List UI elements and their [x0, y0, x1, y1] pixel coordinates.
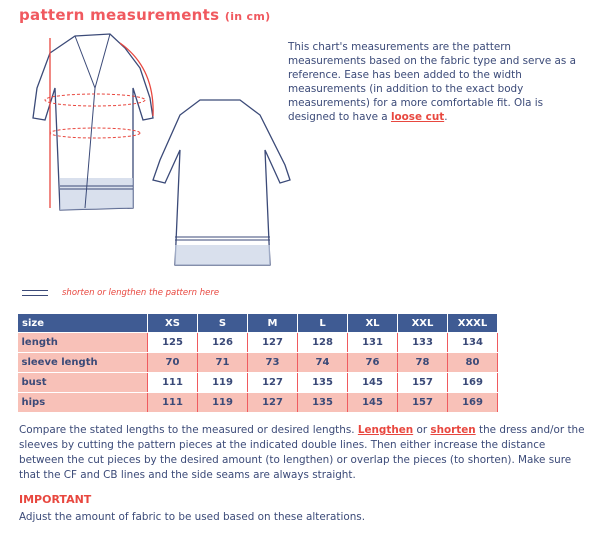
shorten-link[interactable]: shorten — [430, 424, 476, 436]
value-cell: 145 — [348, 393, 398, 413]
value-cell: 134 — [448, 333, 498, 353]
value-cell: 80 — [448, 353, 498, 373]
value-cell: 76 — [348, 353, 398, 373]
value-cell: 73 — [248, 353, 298, 373]
header-cell: XXL — [398, 314, 448, 333]
value-cell: 157 — [398, 393, 448, 413]
header-cell: M — [248, 314, 298, 333]
value-cell: 78 — [398, 353, 448, 373]
value-cell: 119 — [198, 393, 248, 413]
important-heading: IMPORTANT — [19, 493, 92, 506]
value-cell: 131 — [348, 333, 398, 353]
value-cell: 70 — [148, 353, 198, 373]
value-cell: 135 — [298, 393, 348, 413]
legend — [22, 288, 219, 298]
value-cell: 169 — [448, 373, 498, 393]
value-cell: 135 — [298, 373, 348, 393]
value-cell: 169 — [448, 393, 498, 413]
page-title: pattern measurements (in cm) — [19, 6, 271, 24]
header-cell: XS — [148, 314, 198, 333]
row-label: bust — [18, 373, 148, 393]
table-row — [18, 333, 498, 353]
value-cell: 71 — [198, 353, 248, 373]
value-cell: 133 — [398, 333, 448, 353]
measurements-table — [17, 313, 498, 413]
legend-label: shorten or lengthen the pattern here — [62, 288, 220, 298]
dress-back-illustration — [135, 95, 305, 285]
table-header-row — [18, 314, 498, 333]
important-text: Adjust the amount of fabric to be used based on these alterations. — [19, 511, 366, 523]
table-row — [18, 373, 498, 393]
intro-text: This chart's measurements are the pattern measurements based on the fabric type and serve as a reference. Ease has been added to the width measurements (in addition to the exact body measurements) for a more comfortable fit. Ola is designed to have a loose cut. — [288, 41, 577, 123]
header-size: size — [18, 314, 148, 333]
value-cell: 128 — [298, 333, 348, 353]
header-cell: XXXL — [448, 314, 498, 333]
value-cell: 111 — [148, 393, 198, 413]
value-cell: 127 — [248, 373, 298, 393]
row-label: sleeve length — [18, 353, 148, 373]
row-label: length — [18, 333, 148, 353]
value-cell: 119 — [198, 373, 248, 393]
value-cell: 111 — [148, 373, 198, 393]
loose-cut-link[interactable]: loose cut — [390, 111, 445, 123]
table-row — [18, 393, 498, 413]
value-cell: 127 — [248, 393, 298, 413]
value-cell: 125 — [148, 333, 198, 353]
table-row — [18, 353, 498, 373]
lengthen-link[interactable]: Lengthen — [357, 424, 414, 436]
value-cell: 157 — [398, 373, 448, 393]
value-cell: 127 — [248, 333, 298, 353]
value-cell: 126 — [198, 333, 248, 353]
instructions-text: Compare the stated lengths to the measured or desired lengths. Lengthen or shorten the dress and/or the sleeves by cutting the pattern pieces at the indicated double lines. Then either increase the distance between the cut pieces by the desired amount (to lengthen) or overlap the pieces (to shorten). Make sure that the CF and CB lines and the side seams are always straight. — [19, 424, 585, 481]
row-label: hips — [18, 393, 148, 413]
header-cell: S — [198, 314, 248, 333]
double-line-icon — [22, 290, 48, 296]
header-cell: XL — [348, 314, 398, 333]
value-cell: 145 — [348, 373, 398, 393]
value-cell: 74 — [298, 353, 348, 373]
header-cell: L — [298, 314, 348, 333]
